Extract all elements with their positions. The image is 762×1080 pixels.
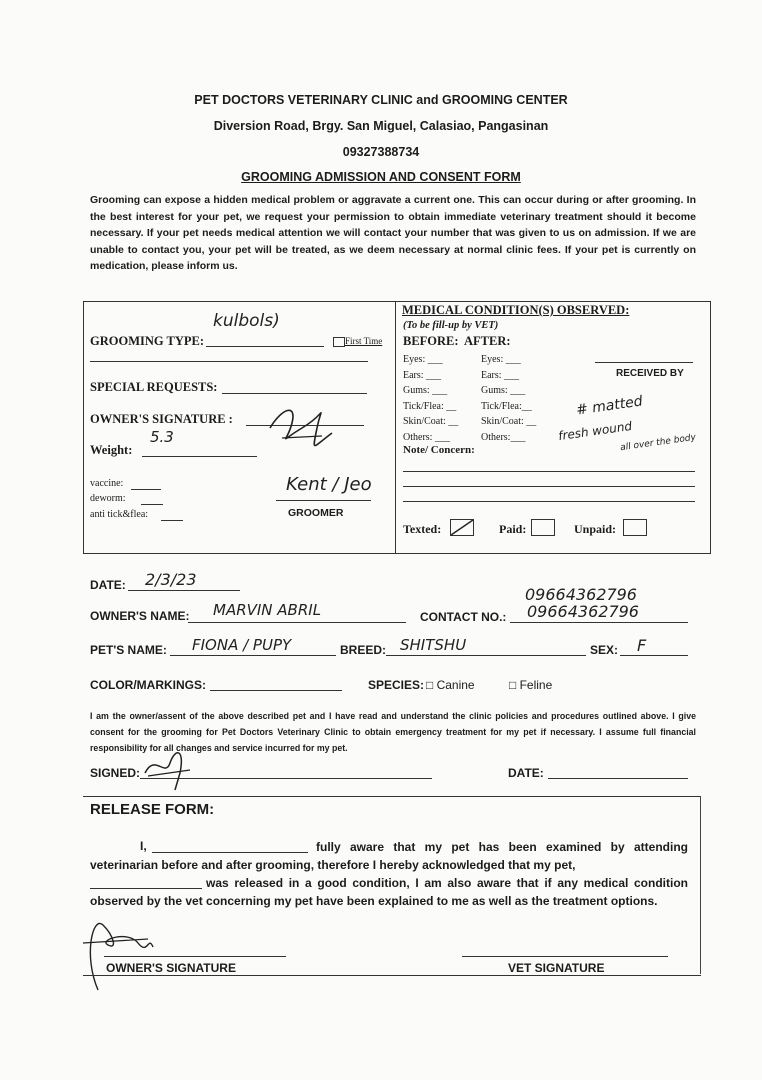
owner-signature-label: OWNER'S SIGNATURE : <box>90 412 233 426</box>
pet-name-handwritten: FIONA / PUPY <box>192 636 292 654</box>
after-skincoat: Skin/Coat: __ <box>481 416 537 427</box>
breed-handwritten: SHITSHU <box>400 636 467 654</box>
weight-handwritten: 5.3 <box>150 428 174 446</box>
weight-label: Weight: <box>90 443 133 457</box>
sex-handwritten: F <box>637 636 647 655</box>
texted-check-mark <box>451 520 473 535</box>
after-eyes: Eyes: ___ <box>481 354 521 365</box>
species-canine-option[interactable]: □ Canine <box>426 678 475 692</box>
weight-field[interactable] <box>142 456 257 457</box>
form-title: GROOMING ADMISSION AND CONSENT FORM <box>241 170 521 184</box>
vaccine-label: vaccine: <box>90 478 124 489</box>
received-by-label: RECEIVED BY <box>616 368 684 379</box>
signed-date-label: DATE: <box>508 766 544 780</box>
grooming-extra-line <box>90 361 368 362</box>
vet-note-wound: fresh wound <box>557 418 633 444</box>
intro-paragraph: Grooming can expose a hidden medical problem or aggravate a current one. This can occur during or after grooming. In the best interest for your pet, we request your permission to obtain immediate veterinary treatment should it become necessary. If your pet needs medical attention we will contact your number that was given to us on admission. If we are unable to contact you, your pet will be treated, as we deem necessary at normal clinic fees. If your pet is currently on medication, please inform us. <box>90 194 696 272</box>
grooming-type-handwritten: kulbols) <box>213 311 280 331</box>
contact-label: CONTACT NO.: <box>420 610 507 624</box>
special-requests-label: SPECIAL REQUESTS: <box>90 380 218 394</box>
date-label: DATE: <box>90 578 126 592</box>
before-gums: Gums: ___ <box>403 385 448 396</box>
color-field[interactable] <box>210 690 342 691</box>
breed-label: BREED: <box>340 643 387 657</box>
contact-handwritten-2: 09664362796 <box>527 602 639 621</box>
owner-signature-scribble <box>262 398 342 450</box>
release-text-2: was released in a good condition, I am also aware that if any medical condition observed by the vet concerning my pet have been explained to me as well as the treatment options. <box>90 876 688 908</box>
grooming-type-field[interactable] <box>206 346 324 347</box>
box-divider <box>395 301 396 553</box>
first-time-option[interactable] <box>333 336 382 347</box>
pet-name-field[interactable] <box>170 655 336 656</box>
first-time-label: First Time <box>345 336 383 346</box>
owner-signature-line[interactable] <box>104 956 286 957</box>
contact-field[interactable] <box>510 622 688 623</box>
species-feline-option[interactable]: □ Feline <box>509 678 553 692</box>
texted-checkbox[interactable] <box>450 519 474 536</box>
contact-handwritten-1: 09664362796 <box>525 585 637 604</box>
unpaid-label: Unpaid: <box>574 522 617 536</box>
owner-name-label: OWNER'S NAME: <box>90 609 190 623</box>
groomer-handwritten: Kent / Jeo <box>286 474 372 495</box>
date-handwritten: 2/3/23 <box>145 570 197 589</box>
groomer-field[interactable] <box>276 500 371 501</box>
vet-note-matted: # matted <box>575 393 644 419</box>
owner-name-field[interactable] <box>188 622 406 623</box>
release-top-rule <box>83 796 701 797</box>
note-label: Note/ Concern: <box>403 444 475 456</box>
release-i-label: I, <box>140 839 147 853</box>
texted-label: Texted: <box>403 522 442 536</box>
clinic-address: Diversion Road, Brgy. San Miguel, Calasiao, Pangasinan <box>213 119 549 133</box>
after-ears: Ears: ___ <box>481 369 520 381</box>
groomer-label: GROOMER <box>288 507 344 519</box>
species-label: SPECIES: <box>368 678 425 692</box>
pet-name-label: PET'S NAME: <box>90 643 167 657</box>
after-gums: Gums: ___ <box>481 385 526 396</box>
received-by-line[interactable] <box>595 362 693 363</box>
release-owner-signature-scribble <box>78 905 158 995</box>
color-label: COLOR/MARKINGS: <box>90 678 206 692</box>
after-tickflea: Tick/Flea:__ <box>481 400 532 412</box>
release-owner-signature-label: OWNER'S SIGNATURE <box>106 961 236 975</box>
signed-signature-scribble <box>140 748 200 793</box>
medical-subtitle: (To be fill-up by VET) <box>403 320 499 331</box>
before-tickflea: Tick/Flea: __ <box>403 400 457 412</box>
grooming-type-label: GROOMING TYPE: <box>90 334 205 348</box>
clinic-phone: 09327388734 <box>342 145 420 159</box>
deworm-label: deworm: <box>90 493 126 504</box>
date-field[interactable] <box>128 590 240 591</box>
before-skincoat: Skin/Coat: __ <box>403 416 459 427</box>
release-right-rule <box>700 796 701 974</box>
after-list <box>481 352 536 445</box>
deworm-field[interactable] <box>141 504 163 505</box>
owner-name-handwritten: MARVIN ABRIL <box>213 601 322 619</box>
anti-tick-field[interactable] <box>161 520 183 521</box>
release-bottom-rule <box>83 975 701 976</box>
sex-label: SEX: <box>590 643 619 657</box>
consent-paragraph: I am the owner/assent of the above described pet and I have read and understand the clinic policies and procedures outlined above. I give consent for the grooming for Pet Doctors Veterinary Clinic to obtain emergency treatment for my pet if necessary. I assume full financial responsibility for all changes and service incurred for my pet. <box>90 711 696 753</box>
before-others: Others: ___ <box>403 431 450 443</box>
special-requests-field[interactable] <box>222 393 367 394</box>
before-eyes: Eyes: ___ <box>403 354 443 365</box>
release-text-1: fully aware that my pet has been examined by attending veterinarian before and after grooming, therefore I hereby acknowledged that my pet, <box>90 840 688 872</box>
note-line-2[interactable] <box>403 486 695 487</box>
release-vet-signature-label: VET SIGNATURE <box>508 961 605 975</box>
signed-date-field[interactable] <box>548 778 688 779</box>
vet-note-body: all over the body <box>619 432 697 454</box>
signed-label: SIGNED: <box>90 766 141 780</box>
clinic-name: PET DOCTORS VETERINARY CLINIC and GROOMING CENTER <box>194 93 568 107</box>
note-line-1[interactable] <box>403 471 695 472</box>
after-others: Others:___ <box>481 431 526 443</box>
vaccine-field[interactable] <box>131 489 161 490</box>
note-line-3[interactable] <box>403 501 695 502</box>
before-list <box>403 352 458 445</box>
anti-tick-label: anti tick&flea: <box>90 509 149 520</box>
release-title: RELEASE FORM: <box>90 801 215 818</box>
unpaid-checkbox[interactable] <box>623 519 647 536</box>
before-label: BEFORE: <box>403 334 459 348</box>
sex-field[interactable] <box>620 655 688 656</box>
before-ears: Ears: ___ <box>403 369 442 381</box>
medical-title: MEDICAL CONDITION(S) OBSERVED: <box>402 303 630 317</box>
paid-checkbox[interactable] <box>531 519 555 536</box>
after-label: AFTER: <box>464 334 511 348</box>
vet-signature-line[interactable] <box>462 956 668 957</box>
first-time-checkbox[interactable] <box>333 337 345 347</box>
paid-label: Paid: <box>499 522 527 536</box>
breed-field[interactable] <box>386 655 586 656</box>
